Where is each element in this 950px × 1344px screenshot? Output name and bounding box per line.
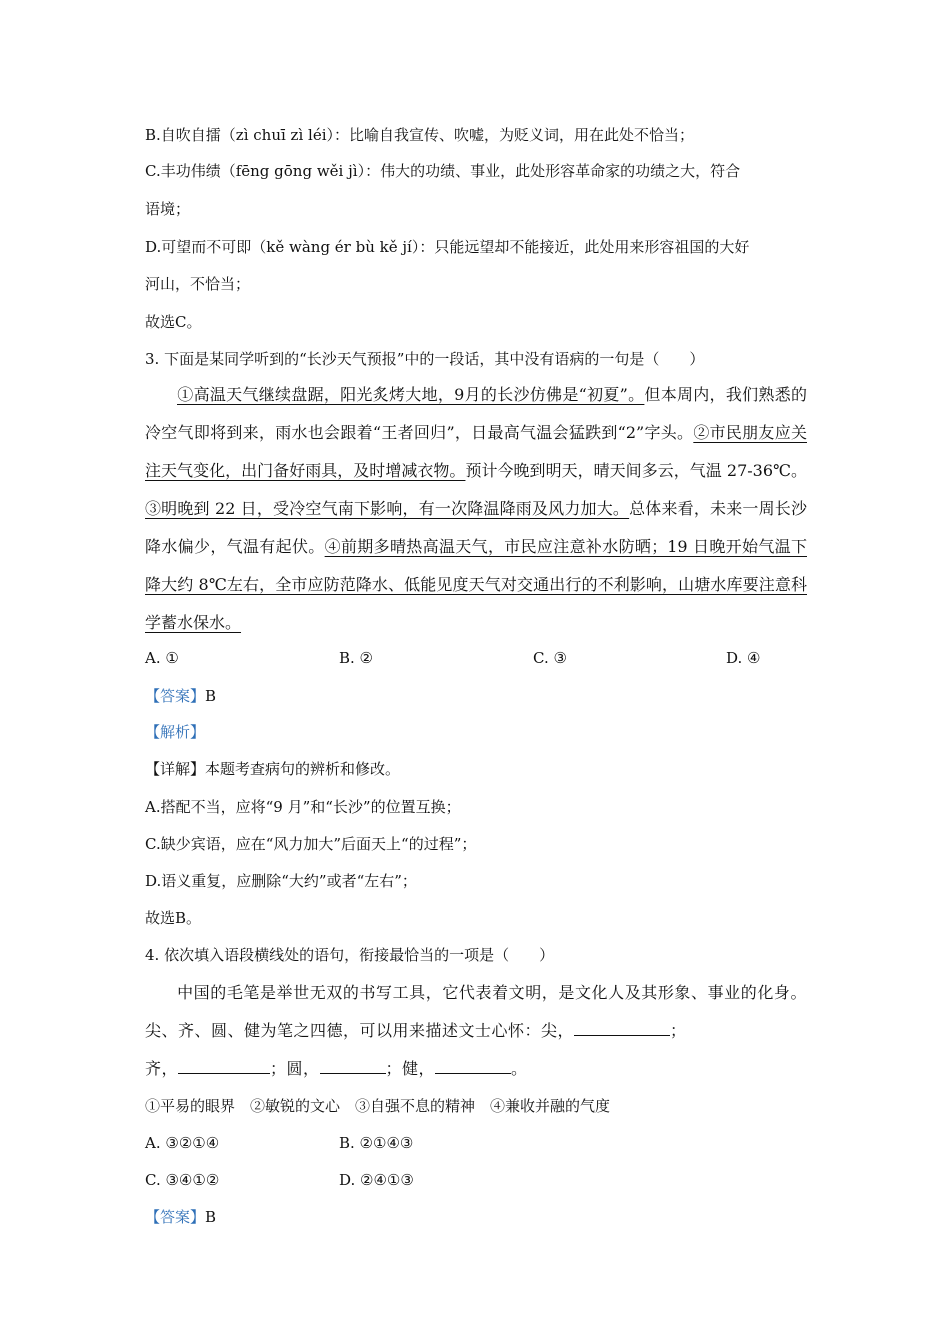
q3-explanation-c: C.缺少宾语，应在“风力加大”后面天上“的过程”； [145,835,477,853]
q4-option-c: C. ③④①② [145,1171,220,1189]
q4-option-a: A. ③②①④ [145,1134,220,1152]
blank-3 [320,1057,386,1074]
q2-conclusion: 故选C。 [145,313,202,331]
q3-answer: 【答案】B [145,687,217,705]
q4-passage: 中国的毛笔是举世无双的书写工具，它代表着文明，是文化人及其形象、事业的化身。尖、齐、圆、健为笔之四德，可以用来描述文士心怀：尖， ； 齐， ；圆， ；健， 。 [145,983,807,1078]
q4-option-d: D. ②④①③ [339,1171,414,1189]
q2-explanation-c-cont: 语境； [145,200,191,218]
q3-option-c: C. ③ [533,649,567,667]
q3-sentence-4: ④前期多晴热高温天气，市民应注意补水防晒；19 日晚开始气温下降大约 8℃左右，全市应防范降水、低能见度天气对交通出行的不利影响，山塘水库要注意科学蓄水保水。 [145,537,807,632]
q4-option-b: B. ②①④③ [339,1134,414,1152]
q3-option-d: D. ④ [726,649,761,667]
q2-explanation-d: D.可望而不可即（kě wàng ér bù kě jí）：只能远望却不能接近，此处用来形容祖国的大好 [145,238,750,256]
q3-option-a: A. ① [145,649,179,667]
q3-explanation-a: A.搭配不当，应将“9 月”和“长沙”的位置互换； [145,798,461,816]
q3-sentence-3: ③明晚到 22 日，受冷空气南下影响，有一次降温降雨及风力加大。 [145,499,630,518]
q3-sentence-1: ①高温天气继续盘踞，阳光炙烤大地，9月的长沙仿佛是“初夏”。 [177,385,645,404]
q2-explanation-c: C.丰功伟绩（fēng gōng wěi jì）：伟大的功绩、事业，此处形容革命家的功绩之大，符合 [145,162,741,180]
q3-analysis-tag: 【解析】 [145,723,206,741]
blank-1 [574,1019,670,1036]
q3-conclusion: 故选B。 [145,909,202,927]
q2-explanation-b: B.自吹自擂（zì chuī zì léi）：比喻自我宣传、吹嘘，为贬义词，用在此处不恰当； [145,126,694,144]
q3-detail: 【详解】本题考查病句的辨析和修改。 [145,760,401,778]
q3-stem: 3. 下面是某同学听到的“长沙天气预报”中的一段话，其中没有语病的一句是（ ） [145,350,705,368]
q3-sentence-2: ②市民朋友应关注天气变化，出门备好雨具，及时增减衣物。 [145,423,807,480]
q4-stem: 4. 依次填入语段横线处的语句，衔接最恰当的一项是（ ） [145,946,555,964]
q3-explanation-d: D.语义重复，应删除“大约”或者“左右”； [145,872,417,890]
blank-2 [178,1057,270,1074]
q4-answer: 【答案】B [145,1208,217,1226]
q3-passage: ①高温天气继续盘踞，阳光炙烤大地，9月的长沙仿佛是“初夏”。但本周内，我们熟悉的冷空气即将到来，雨水也会跟着“王者回归”，日最高气温会猛跌到“2”字头。②市民朋友应关注天气变化，出门备好雨具，及时增减衣物。预计今晚到明天，晴天间多云，气温 27-36℃。③明晚到 22 日，受冷空气南下影响，有一次降温降雨及风力加大。总体来看，未来一周长沙降水偏少，气温有起伏。④前期多晴热高温天气，市民应注意补水防晒；19 日晚开始气温下降大约 8℃左右，全市应防范降水、低能见度天气对交通出行的不利影响，山塘水库要注意科学蓄水保水。 [145,385,807,632]
q2-explanation-d-cont: 河山，不恰当； [145,275,251,293]
q4-choices: ①平易的眼界 ②敏锐的文心 ③自强不息的精神 ④兼收并融的气度 [145,1097,611,1115]
q3-option-b: B. ② [339,649,374,667]
blank-4 [435,1057,511,1074]
